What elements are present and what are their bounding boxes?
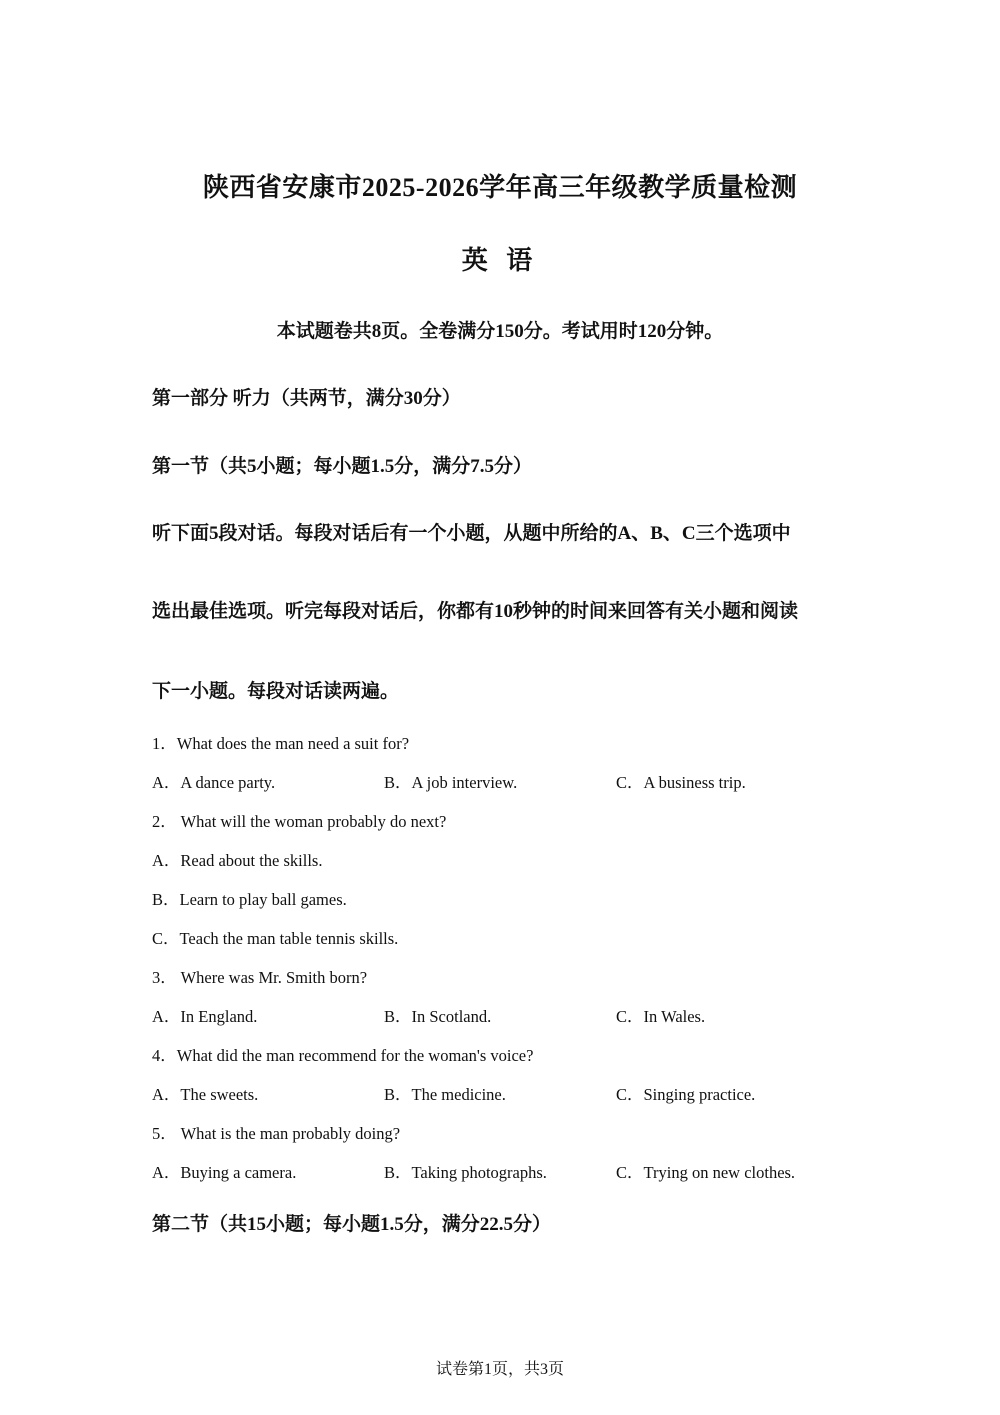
- option-b: B．Learn to play ball games.: [152, 890, 347, 909]
- option-a: A．A dance party.: [152, 773, 276, 792]
- option-b: B．In Scotland.: [384, 1007, 492, 1026]
- question-stem: 4．What did the man recommend for the woman's voice?: [152, 1046, 534, 1065]
- question-stem: 3． Where was Mr. Smith born?: [152, 968, 368, 987]
- option-c: C．Trying on new clothes.: [616, 1163, 796, 1182]
- part1-heading: 第一部分 听力（共两节，满分30分）: [152, 388, 461, 409]
- option-b: B．The medicine.: [384, 1085, 506, 1104]
- question-stem: 5． What is the man probably doing?: [152, 1124, 401, 1143]
- question-stem: 1．What does the man need a suit for?: [152, 734, 410, 753]
- page-footer: 试卷第1页，共3页: [435, 1361, 564, 1378]
- section2-heading: 第二节（共15小题；每小题1.5分，满分22.5分）: [152, 1214, 552, 1235]
- instruction-line: 下一小题。每段对话读两遍。: [152, 681, 400, 702]
- option-b: B．Taking photographs.: [384, 1163, 547, 1182]
- exam-title: 陕西省安康市2025-2026学年高三年级教学质量检测: [202, 173, 798, 202]
- option-c: C．In Wales.: [616, 1007, 706, 1026]
- option-a: A．In England.: [152, 1007, 258, 1026]
- option-a: A．Buying a camera.: [152, 1163, 297, 1182]
- subject-title: 英 语: [461, 246, 539, 275]
- instruction-line: 选出最佳选项。听完每段对话后，你都有10秒钟的时间来回答有关小题和阅读: [152, 601, 799, 622]
- instruction-line: 听下面5段对话。每段对话后有一个小题，从题中所给的A、B、C三个选项中: [152, 523, 791, 544]
- option-c: C．A business trip.: [616, 773, 746, 792]
- exam-intro: 本试题卷共8页。全卷满分150分。考试用时120分钟。: [276, 321, 724, 342]
- option-a: A．Read about the skills.: [152, 851, 323, 870]
- option-a: A．The sweets.: [152, 1085, 259, 1104]
- question-stem: 2． What will the woman probably do next?: [152, 812, 447, 831]
- option-c: C．Teach the man table tennis skills.: [152, 929, 399, 948]
- option-c: C．Singing practice.: [616, 1085, 756, 1104]
- section1-heading: 第一节（共5小题；每小题1.5分，满分7.5分）: [152, 456, 533, 477]
- option-b: B．A job interview.: [384, 773, 518, 792]
